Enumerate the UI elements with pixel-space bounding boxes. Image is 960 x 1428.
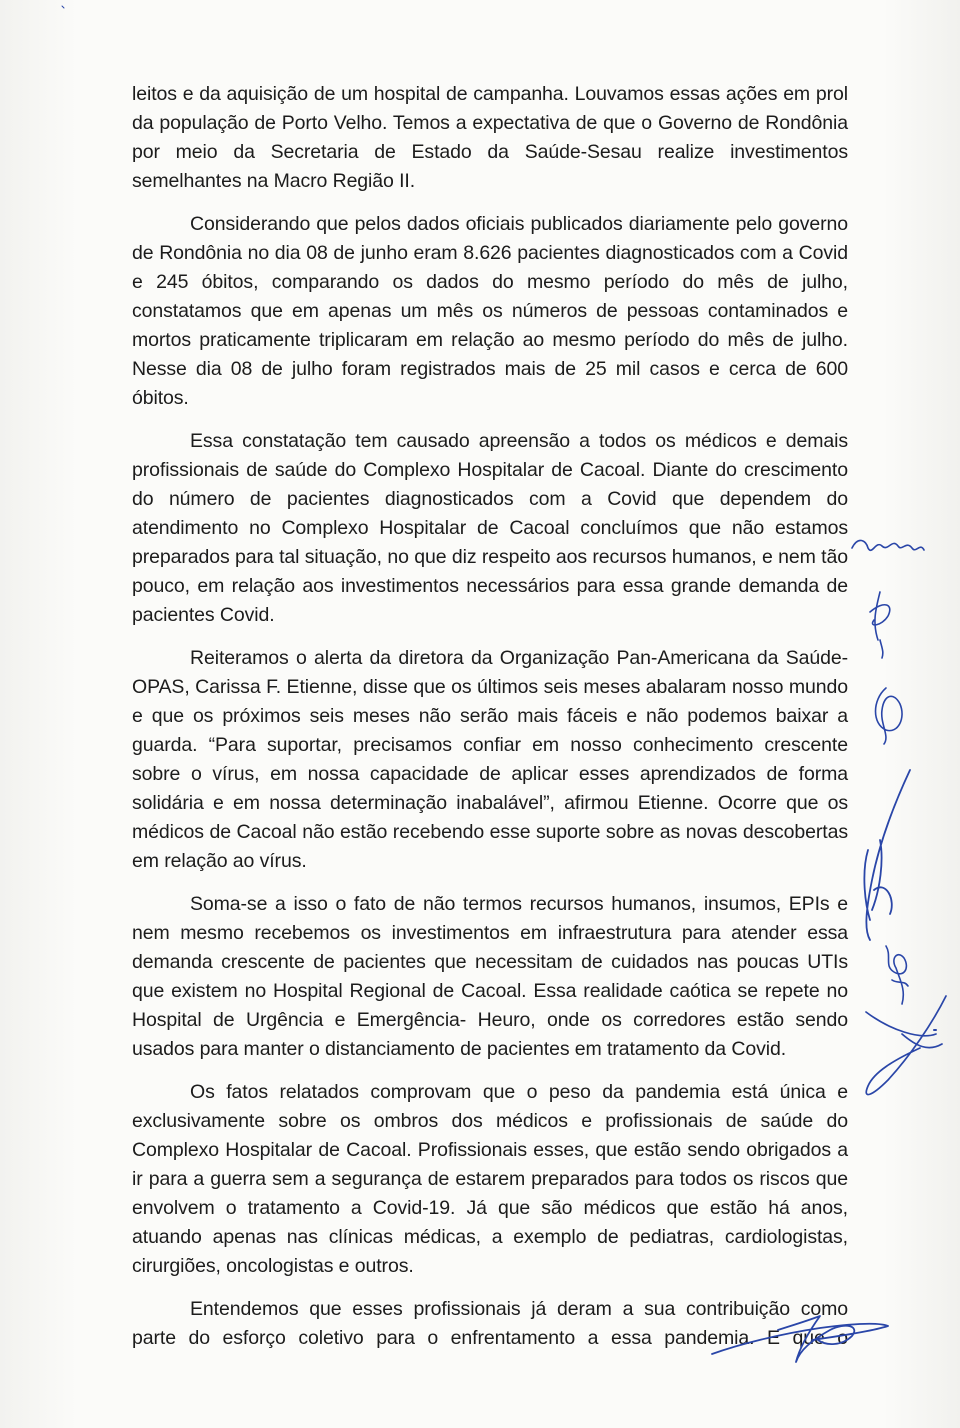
rubric-signature-1 bbox=[852, 540, 924, 550]
paragraph-2: Considerando que pelos dados oficiais publicados diariamente pelo governo de Rondônia no dia 08 de junho eram 8.626 pacientes diagnosticados com a Covid e 245 óbitos, comparando os dados do mesmo período do mês de julho, constatamos que em apenas um mês os números de pessoas contaminados e mortos praticamente triplicaram em relação ao mesmo período do mês de julho. Nesse dia 08 de julho foram registrados mais de 25 mil casos e cerca de 600 óbitos. bbox=[132, 213, 848, 409]
paragraph-1: leitos e da aquisição de um hospital de campanha. Louvamos essas ações em prol da população de Porto Velho. Temos a expectativa de que o Governo de Rondônia por meio da Secretaria de Estado da Saúde-Sesau realize investimentos semelhantes na Macro Região II. bbox=[132, 83, 848, 192]
paragraph-6: Os fatos relatados comprovam que o peso da pandemia está única e exclusivamente sobre os ombros dos médicos e profissionais de saúde do Complexo Hospitalar de Cacoal. Profissionais esses, que estão sendo obrigados a ir para a guerra sem a segurança de estarem preparados para todos os riscos que envolvem o tratamento a Covid-19. Já que são médicos que estão há anos, atuando apenas nas clínicas médicas, a exemplo de pediatras, cardiologistas, cirurgiões, oncologistas e outros. bbox=[132, 1081, 848, 1277]
rubric-signature-3 bbox=[876, 688, 903, 744]
paragraph-4: Reiteramos o alerta da diretora da Organização Pan-Americana da Saúde-OPAS, Carissa F. Etienne, disse que os últimos seis meses abalaram nosso mundo e que os próximos seis meses não serão mais fáceis e não podemos baixar a guarda. “Para suportar, precisamos confiar em nosso conhecimento crescente sobre o vírus, em nossa capacidade de aplicar esses aprendizados de forma solidária e em nossa determinação inabalável”, afirmou Etienne. Ocorre que os médicos de Cacoal não estão recebendo esse suporte sobre as novas descobertas em relação ao vírus. bbox=[132, 647, 848, 872]
paragraph-5: Soma-se a isso o fato de não termos recursos humanos, insumos, EPIs e nem mesmo recebemos os investimentos em infraestrutura para atender essa demanda crescente de pacientes que necessitam de cuidados nas poucas UTIs que existem no Hospital Regional de Cacoal. Essa realidade caótica se repete no Hospital de Urgência e Emergência- Heuro, onde os corredores estão sendo usados para manter o distanciamento de pacientes em tratamento da Covid. bbox=[132, 893, 848, 1060]
paragraph-3: Essa constatação tem causado apreensão a todos os médicos e demais profissionais de saúde do Complexo Hospitalar de Cacoal. Diante do crescimento do número de pacientes diagnosticados com a Covid que dependem do atendimento no Complexo Hospitalar de Cacoal concluímos que não estamos preparados para tal situação, no que diz respeito aos recursos humanos, e nem tão pouco, em relação aos investimentos necessários para essa grande demanda de pacientes Covid. bbox=[132, 430, 848, 626]
paragraph-7: Entendemos que esses profissionais já deram a sua contribuição como parte do esforço coletivo para o enfrentamento a essa pandemia. E que o bbox=[132, 1298, 848, 1349]
rubric-signature-5 bbox=[886, 946, 908, 1004]
rubric-signature-2 bbox=[870, 592, 890, 658]
corner-mark bbox=[62, 6, 64, 8]
rubric-signature-4 bbox=[864, 770, 910, 940]
document-body bbox=[132, 80, 848, 1353]
rubric-signature-6 bbox=[866, 996, 946, 1095]
